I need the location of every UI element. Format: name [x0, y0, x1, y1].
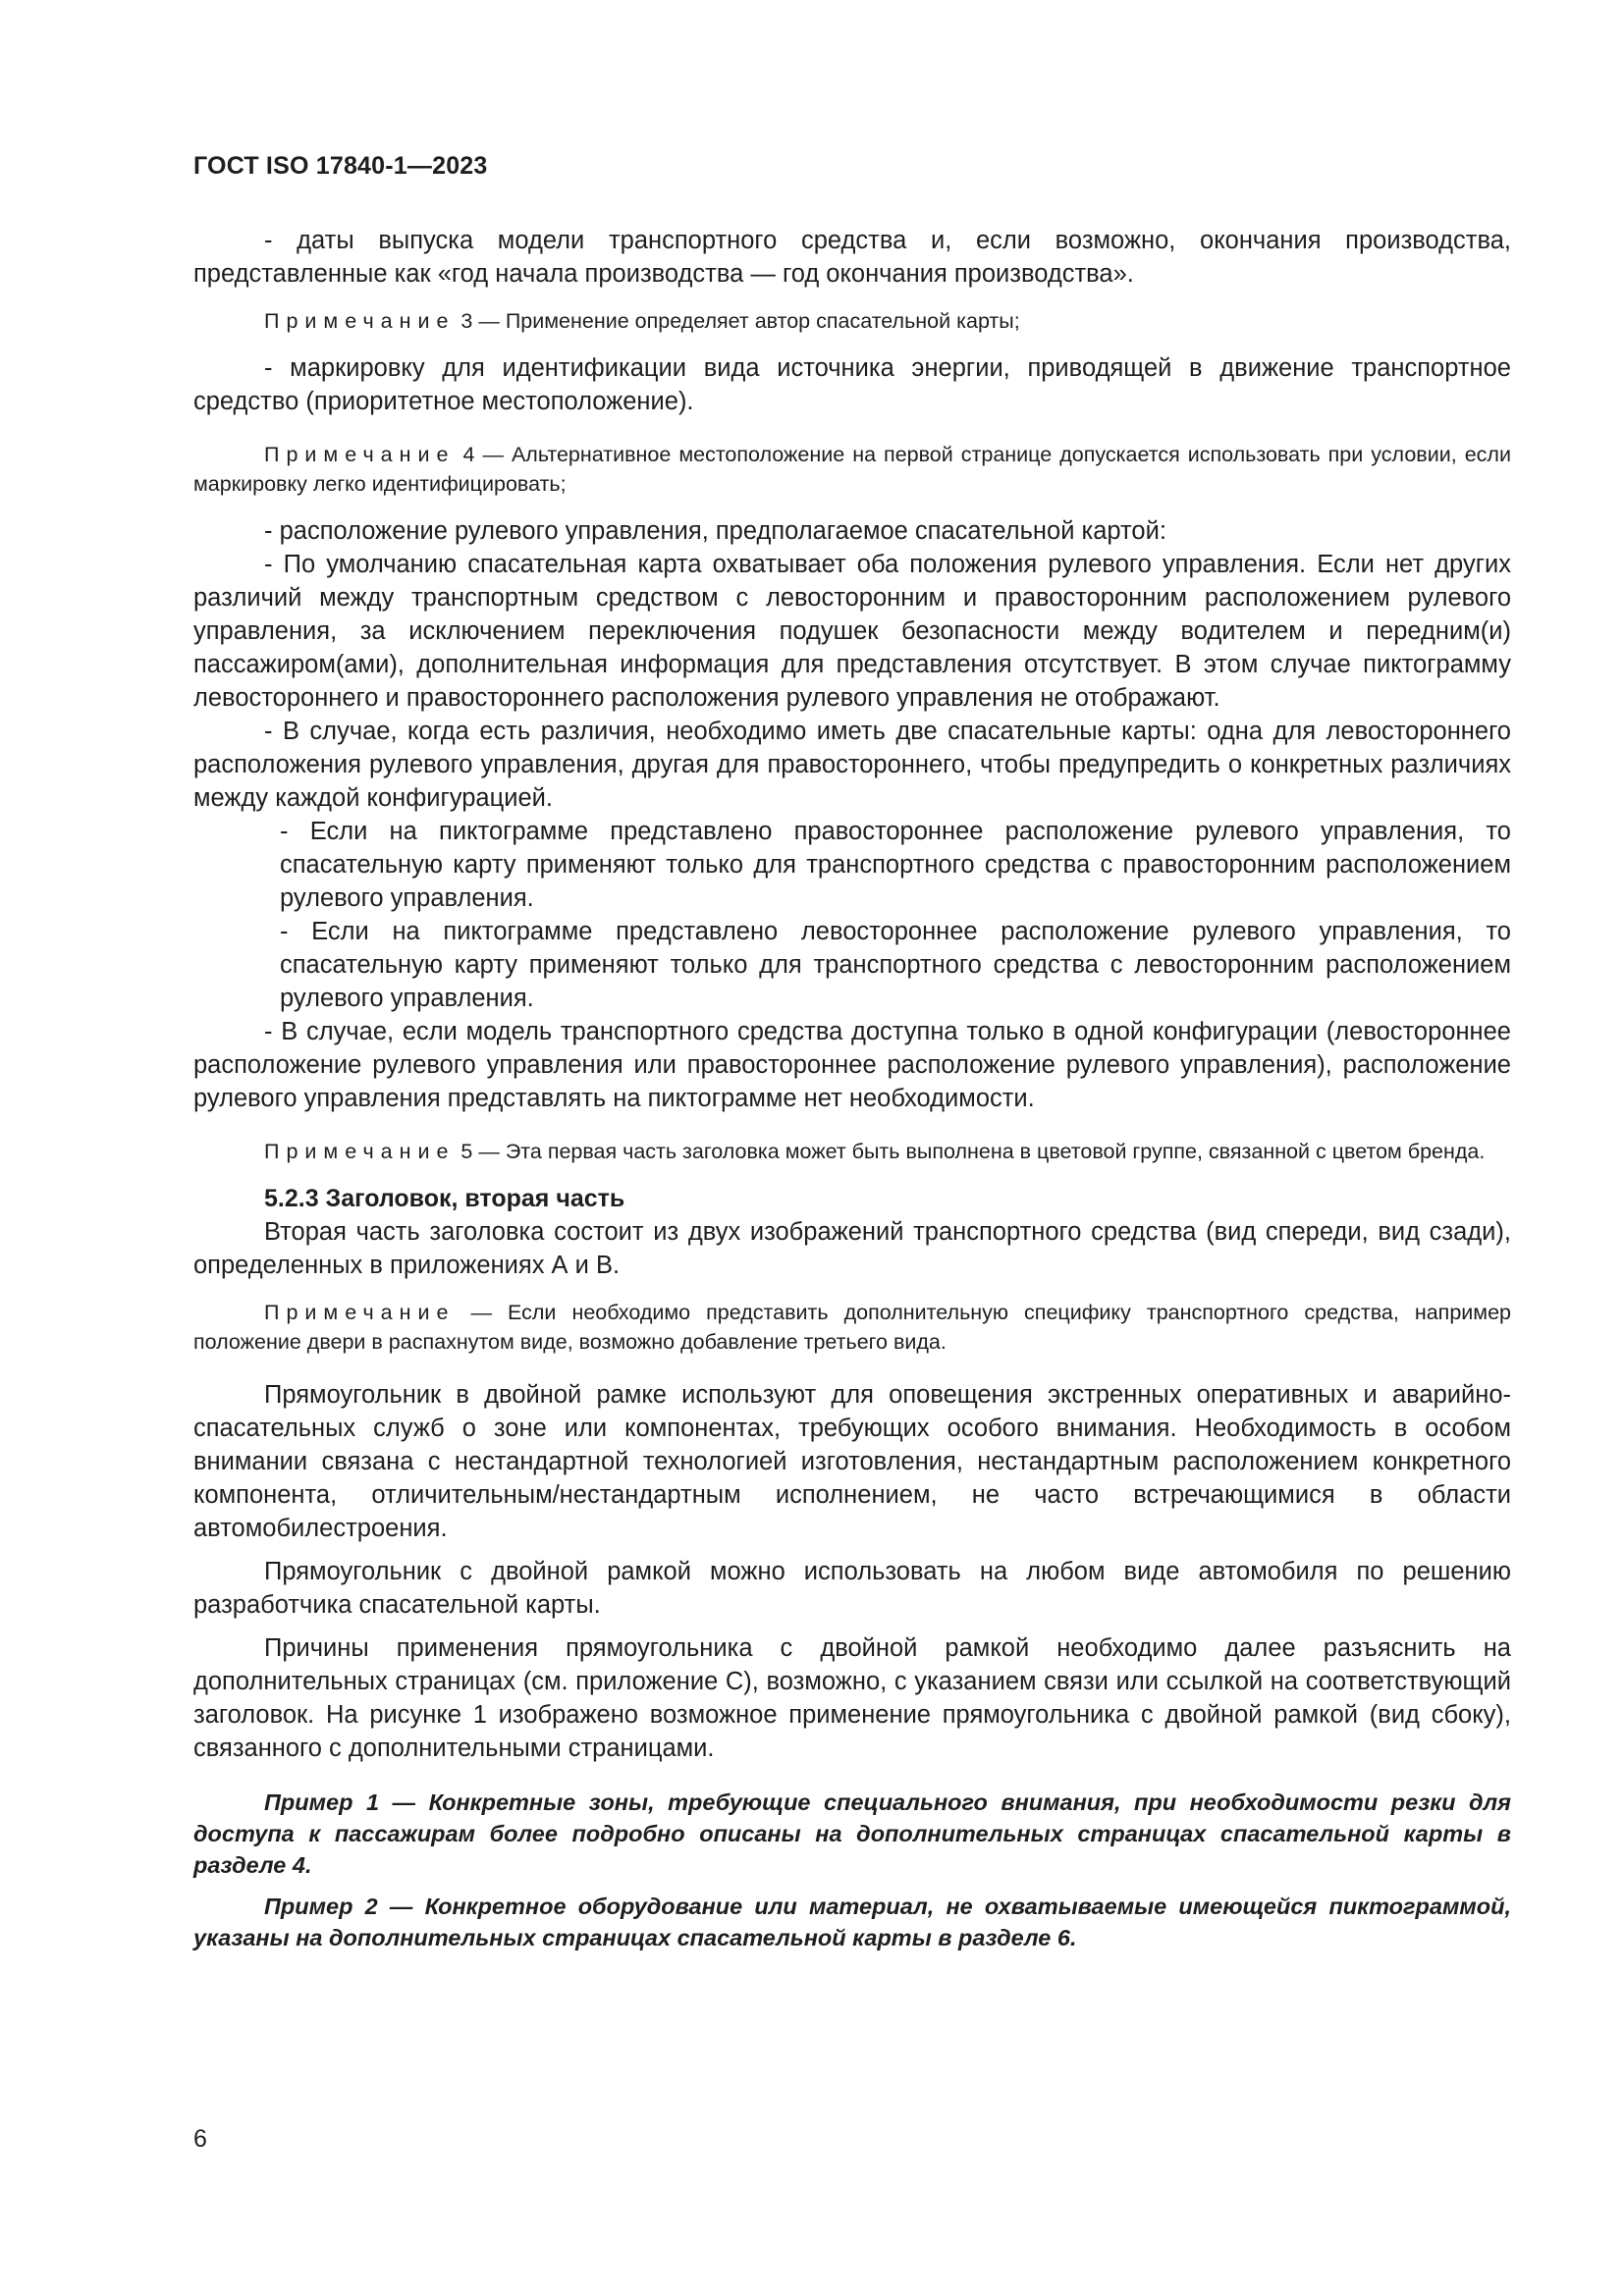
example-1: Пример 1 — Конкретные зоны, требующие специального внимания, при необходимости резки для доступа к пассажирам более подробно описаны на дополнительных страницах спасательной карты в разделе 4. — [193, 1789, 1511, 1878]
paragraph-double-frame-usage: Прямоугольник с двойной рамкой можно использовать на любом виде автомобиля по решению разработчика спасательной карты. — [193, 1558, 1511, 1619]
paragraph-two-cards: - В случае, когда есть различия, необходимо иметь две спасательные карты: одна для левостороннего расположения рулевого управления, другая для правостороннего, чтобы предупредить о конкретных различиях между каждой конфигурацией. — [193, 718, 1511, 812]
paragraph-double-frame-reasons: Причины применения прямоугольника с двойной рамкой необходимо далее разъяснить на дополнительных страницах (см. приложение С), возможно, с указанием связи или ссылкой на соответствующий заголовок. На рисунке 1 изображено возможное применение прямоугольника с двойной рамкой (вид сбоку), связанного с дополнительными страницами. — [193, 1634, 1511, 1762]
paragraph-single-config: - В случае, если модель транспортного средства доступна только в одной конфигурации (левостороннее расположение рулевого управления или правостороннее расположение рулевого управления), расположение рулевого управления представлять на пиктограмме нет необходимости. — [193, 1018, 1511, 1112]
paragraph-second-part: Вторая часть заголовка состоит из двух изображений транспортного средства (вид спереди, вид сзади), определенных в приложениях А и В. — [193, 1218, 1511, 1279]
note-5 — [193, 1137, 1511, 1166]
page-number: 6 — [193, 2125, 207, 2153]
page-body — [193, 224, 1511, 1953]
section-heading-5-2-3: 5.2.3 Заголовок, вторая часть — [264, 1185, 625, 1212]
note-text: 3 — Применение определяет автор спасательной карты; — [455, 309, 1020, 333]
note-text: 4 — Альтернативное местоположение на первой странице допускается использовать при условии, если маркировку легко идентифицировать; — [193, 443, 1511, 496]
note-3 — [193, 306, 1511, 336]
paragraph-energy-marking: - маркировку для идентификации вида источника энергии, приводящей в движение транспортное средство (приоритетное местоположение). — [193, 354, 1511, 415]
paragraph-steering-position: - расположение рулевого управления, предполагаемое спасательной картой: — [264, 517, 1166, 545]
paragraph-default-steering: - По умолчанию спасательная карта охватывает оба положения рулевого управления. Если нет других различий между транспортным средством с левосторонним и правосторонним расположением рулевого управления, за исключением переключения подушек безопасности между водителем и передним(и) пассажиром(ами), дополнительная информация для представления отсутствует. В этом случае пиктограмму левостороннего и правостороннего расположения рулевого управления не отображают. — [193, 551, 1511, 712]
paragraph-left-hand: - Если на пиктограмме представлено левостороннее расположение рулевого управления, то спасательную карту применяют только для транспортного средства с левосторонним расположением рулевого управления. — [280, 918, 1511, 1012]
note-label: Примечание — [264, 309, 456, 333]
note-label: Примечание — [264, 1140, 456, 1163]
note-label: Примечание — [264, 1301, 456, 1324]
note-label: Примечание — [264, 443, 456, 466]
paragraph-double-frame: Прямоугольник в двойной рамке используют для оповещения экстренных оперативных и аварийно-спасательных служб о зоне или компонентах, требующих особого внимания. Необходимость в особом внимании связана с нестандартной технологией изготовления, нестандартным расположением конкретного компонента, отличительным/нестандартным исполнением, не часто встречающимися в области автомобилестроения. — [193, 1381, 1511, 1542]
note-third-view — [193, 1298, 1511, 1357]
paragraph-right-hand: - Если на пиктограмме представлено правостороннее расположение рулевого управления, то спасательную карту применяют только для транспортного средства с правосторонним расположением рулевого управления. — [280, 818, 1511, 912]
paragraph-release-dates: - даты выпуска модели транспортного средства и, если возможно, окончания производства, представленные как «год начала производства — год окончания производства». — [193, 227, 1511, 288]
example-2: Пример 2 — Конкретное оборудование или материал, не охватываемые имеющейся пиктограммой, указаны на дополнительных страницах спасательной карты в разделе 6. — [193, 1894, 1511, 1950]
note-4 — [193, 440, 1511, 499]
standard-header: ГОСТ ISO 17840-1—2023 — [193, 152, 488, 180]
note-text: — Если необходимо представить дополнительную специфику транспортного средства, например положение двери в распахнутом виде, возможно добавление третьего вида. — [193, 1301, 1511, 1354]
note-text: 5 — Эта первая часть заголовка может быть выполнена в цветовой группе, связанной с цветом бренда. — [455, 1140, 1486, 1163]
